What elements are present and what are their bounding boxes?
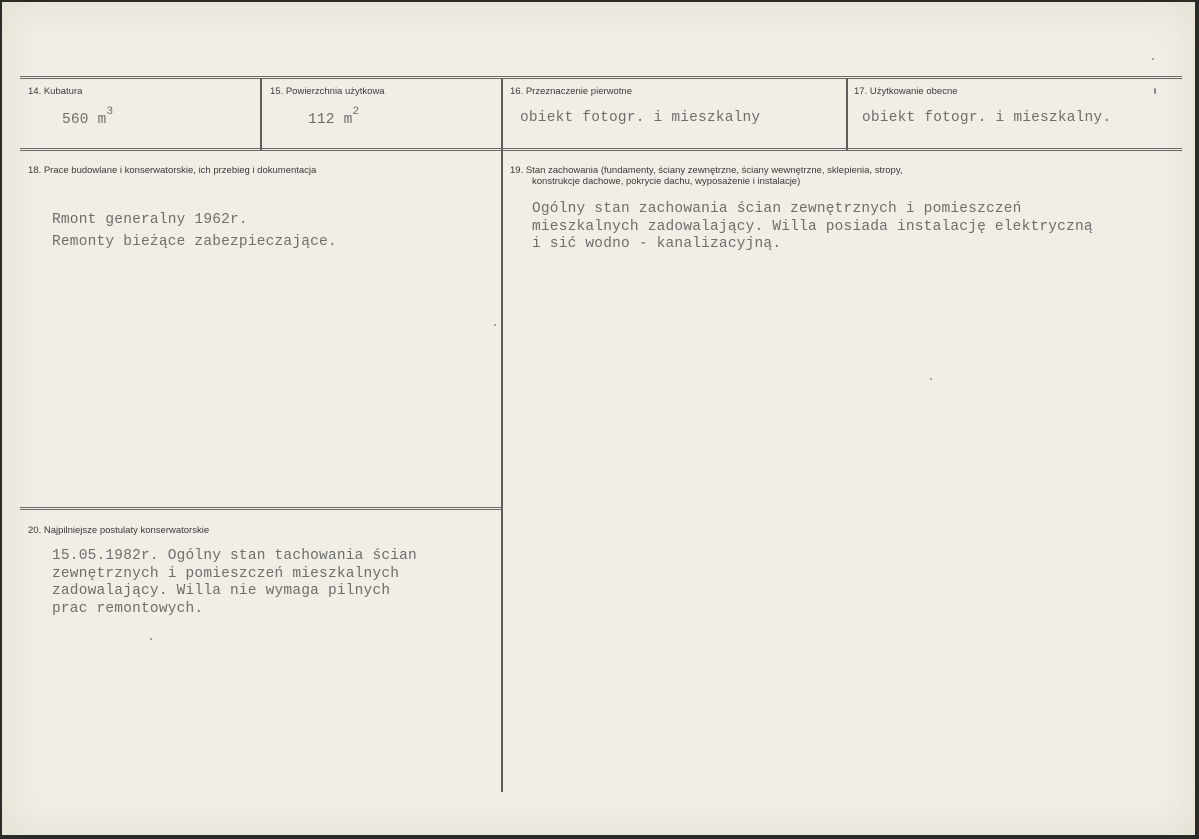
field-20-line: zadowalający. Willa nie wymaga pilnych — [52, 583, 391, 599]
field-18-text — [52, 209, 337, 253]
record-card — [2, 2, 1195, 835]
field-19-label-line: konstrukcje dachowe, pokrycie dachu, wyposażenie i instalacje) — [532, 176, 801, 187]
field-19-line: mieszkalnych zadowalający. Willa posiada instalację elektryczną — [532, 218, 1093, 235]
paper-speck — [930, 378, 932, 380]
field-16-value: obiekt fotogr. i mieszkalny — [520, 110, 761, 126]
field-14-label: 14. Kubatura — [28, 86, 83, 97]
divider-16-17 — [846, 78, 848, 150]
top-rule — [20, 76, 1182, 81]
field-19-text — [532, 201, 1093, 254]
field-20-line: 15.05.1982r. Ogólny stan tachowania ścian — [52, 548, 417, 564]
field-15-value — [308, 106, 360, 128]
field-20-text — [52, 548, 417, 618]
field-15-superscript: 2 — [352, 106, 360, 118]
field-20-label: 20. Najpilniejsze postulaty konserwatorskie — [28, 525, 210, 536]
field-14-value-text: 560 m — [62, 111, 107, 128]
field-18-line: Rmont generalny 1962r. — [52, 212, 248, 228]
section20-top-rule — [20, 507, 502, 512]
row1-bottom-rule — [20, 148, 1182, 153]
divider-14-15 — [260, 78, 262, 150]
field-19-line: Ogólny stan zachowania ścian zewnętrznych i pomieszczeń — [532, 201, 1022, 217]
field-17-label: 17. Użytkowanie obecne — [854, 86, 958, 97]
field-20-line: prac remontowych. — [52, 600, 204, 617]
field-16-label: 16. Przeznaczenie pierwotne — [510, 86, 632, 97]
field-20-line: zewnętrznych i pomieszczeń mieszkalnych — [52, 565, 400, 582]
field-15-label: 15. Powierzchnia użytkowa — [270, 86, 385, 97]
paper-speck — [1152, 58, 1154, 60]
field-17-value: obiekt fotogr. i mieszkalny. — [862, 110, 1112, 126]
paper-speck — [494, 324, 496, 326]
paper-speck — [1154, 88, 1156, 94]
field-19-label-line: 19. Stan zachowania (fundamenty, ściany zewnętrzne, ściany wewnętrzne, sklepienia, stropy, — [510, 165, 903, 176]
field-14-superscript: 3 — [106, 106, 114, 118]
field-18-line: Remonty bieżące zabezpieczające. — [52, 234, 337, 250]
divider-15-16 — [501, 78, 503, 792]
field-19-label — [510, 165, 903, 187]
field-15-value-text: 112 m — [308, 111, 353, 128]
field-14-value — [62, 106, 114, 128]
field-18-label: 18. Prace budowlane i konserwatorskie, ich przebieg i dokumentacja — [28, 165, 317, 176]
paper-speck — [150, 638, 152, 640]
field-19-line: i sić wodno - kanalizacyjną. — [532, 236, 782, 252]
